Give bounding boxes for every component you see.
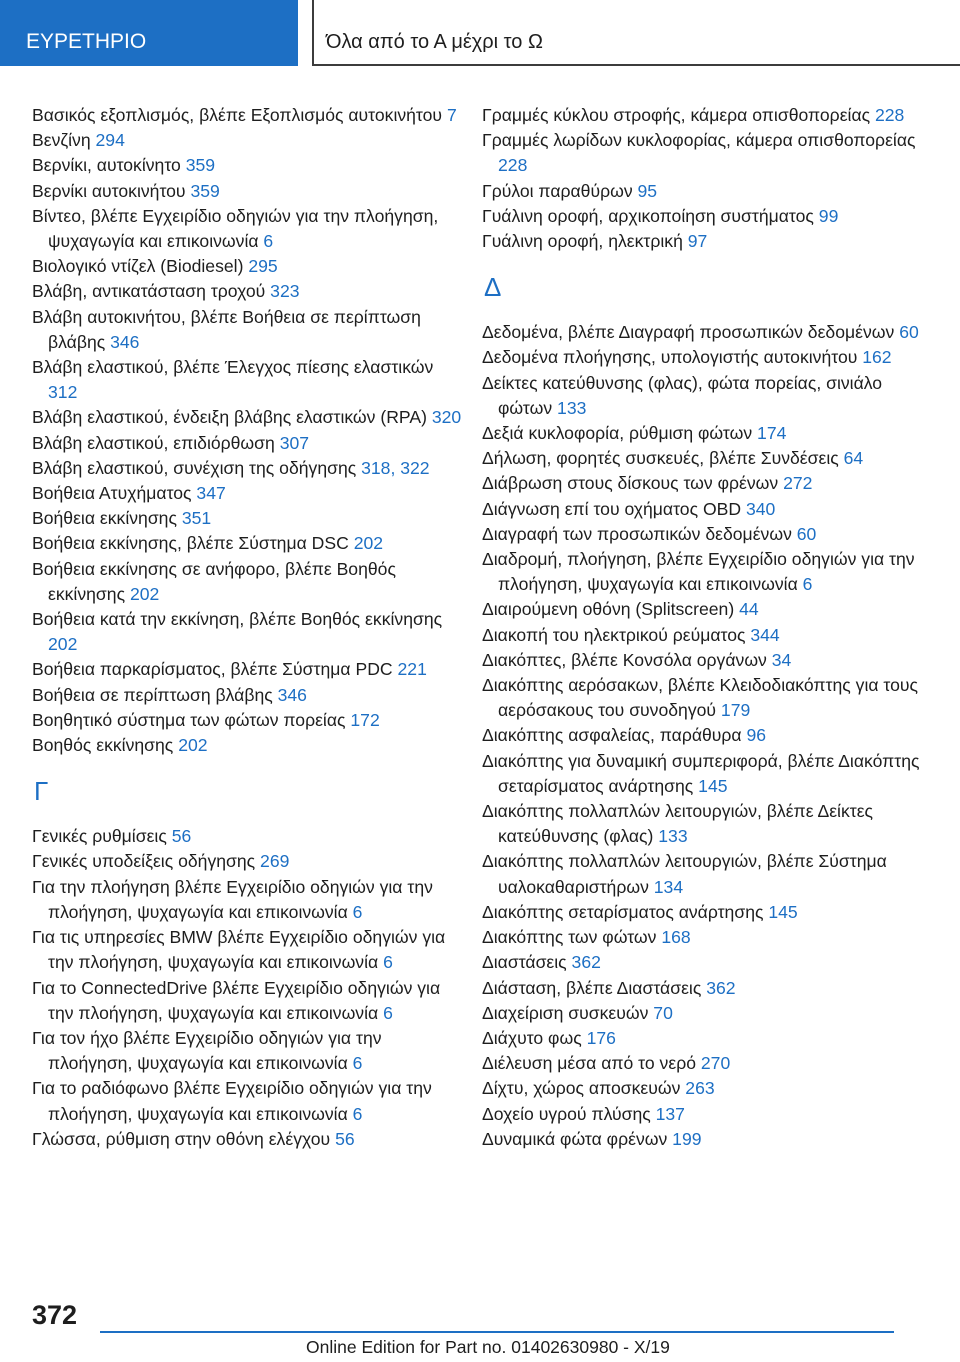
index-page-link[interactable]: 228	[874, 105, 905, 125]
index-entry-text: Διακόπτης πολλαπλών λειτουργιών, βλέπε Δείκτες κατεύθυνσης (φλας)	[482, 801, 874, 847]
index-entry	[32, 1076, 462, 1126]
index-entry-text: Γυάλινη οροφή, αρχικοποίηση συστήματος	[482, 205, 819, 226]
index-entry	[482, 799, 922, 849]
index-entry-text: Βοήθεια σε περίπτωση βλάβης	[32, 684, 278, 705]
index-entry	[482, 1127, 922, 1152]
index-entry	[32, 708, 462, 733]
index-page-link[interactable]: 56	[335, 1128, 355, 1149]
index-page-link[interactable]: 362	[706, 977, 736, 998]
index-entry	[482, 128, 922, 178]
index-page-link[interactable]: 97	[687, 231, 708, 252]
index-entry-text: Διέλευση μέσα από το νερό	[482, 1053, 701, 1074]
index-page-link[interactable]: 133	[557, 397, 587, 418]
index-page-link[interactable]: 307	[279, 432, 310, 453]
index-entry	[482, 371, 922, 421]
index-entry-text: Βλάβη ελαστικού, συνέχιση της οδήγησης	[32, 457, 362, 478]
index-entry	[482, 597, 922, 622]
index-entry-text: Βίντεο, βλέπε Εγχειρίδιο οδηγιών για την πλοήγηση, ψυχαγωγία και επικοινωνία	[32, 205, 439, 252]
index-page-link[interactable]: 6	[352, 901, 363, 922]
index-entry-text: Βλάβη, αντικατάσταση τροχού	[32, 281, 271, 302]
index-entry-text: Δεδομένα, βλέπε Διαγραφή προσωπικών δεδομένων	[482, 322, 900, 343]
index-entry	[482, 471, 922, 496]
section-title: Όλα από το Α μέχρι το Ω	[312, 0, 960, 66]
index-entry	[482, 623, 922, 648]
index-entry	[32, 305, 462, 355]
index-entry	[32, 456, 462, 481]
index-entry-text: Βοήθεια εκκίνησης	[32, 508, 182, 529]
index-entry-text: Διακοπή του ηλεκτρικού ρεύματος	[482, 624, 751, 645]
index-entry	[32, 849, 462, 874]
index-entry-text: Για τον ήχο βλέπε Εγχειρίδιο οδηγιών για την πλοήγηση, ψυχαγωγία και επικοινωνία	[32, 1027, 382, 1074]
index-page-link[interactable]: 272	[783, 473, 813, 494]
index-entry-text: Βερνίκι αυτοκινήτου	[32, 180, 191, 201]
index-page-link[interactable]: 346	[277, 684, 307, 705]
index-entry	[482, 179, 922, 204]
index-entry-text: Βλάβη ελαστικού, ένδειξη βλάβης ελαστικών (RPA)	[32, 407, 432, 428]
index-entry-text: Βασικός εξοπλισμός, βλέπε Εξοπλισμός αυτοκινήτου	[32, 105, 447, 125]
index-page-link[interactable]: 295	[248, 256, 278, 277]
index-page-link[interactable]: 221	[397, 659, 427, 680]
index-entry	[32, 506, 462, 531]
index-page-link[interactable]: 359	[190, 180, 220, 201]
index-entry-text: Βοηθός εκκίνησης	[32, 735, 179, 756]
index-page-link[interactable]: 269	[260, 851, 290, 872]
index-page-link[interactable]: 60	[796, 523, 817, 544]
index-page-link[interactable]: 202	[48, 634, 78, 655]
index-entry-text: Για την πλοήγηση βλέπε Εγχειρίδιο οδηγιών για την πλοήγηση, ψυχαγωγία και επικοινωνία	[32, 876, 433, 922]
index-entry-text: Για το ConnectedDrive βλέπε Εγχειρίδιο οδηγιών για την πλοήγηση, ψυχαγωγία και επικοινωνία	[32, 977, 441, 1023]
index-entry	[32, 733, 462, 758]
index-entry	[482, 446, 922, 471]
index-entry	[32, 179, 462, 204]
index-entry	[32, 607, 462, 657]
index-page-link[interactable]: 99	[818, 205, 839, 226]
index-entry	[482, 648, 922, 673]
index-entry-text: Διακόπτης αερόσακων, βλέπε Κλειδοδιακόπτης για τους αερόσακους του συνοδηγού	[482, 675, 918, 721]
index-page-link[interactable]: 6	[383, 1002, 393, 1023]
index-page-link[interactable]: 6	[352, 1053, 363, 1074]
index-entry	[482, 345, 922, 370]
index-entry	[32, 481, 462, 506]
index-page-link[interactable]: 137	[655, 1103, 685, 1124]
index-page-link[interactable]: 320	[431, 407, 462, 428]
index-entry-text: Γενικές ρυθμίσεις	[32, 826, 172, 847]
index-entry-text: Δοχείο υγρού πλύσης	[482, 1103, 656, 1124]
index-entry	[32, 204, 462, 254]
index-entry	[482, 900, 922, 925]
index-entry-text: Γραμμές κύκλου στροφής, κάμερα οπισθοπορείας	[482, 105, 875, 125]
index-entry-text: Βερνίκι, αυτοκίνητο	[32, 155, 186, 176]
index-entry-text: Διακόπτης πολλαπλών λειτουργιών, βλέπε Σύστημα υαλοκαθαριστήρων	[482, 851, 887, 897]
index-entry	[32, 1127, 462, 1152]
index-entry	[32, 875, 462, 925]
index-entry-text: Βλάβη αυτοκινήτου, βλέπε Βοήθεια σε περίπτωση βλάβης	[32, 306, 421, 352]
index-entry-text: Βοήθεια κατά την εκκίνηση, βλέπε Βοηθός εκκίνησης	[32, 609, 443, 630]
index-entry	[482, 950, 922, 975]
index-page-link[interactable]: 60	[899, 322, 919, 343]
footer-divider	[100, 1331, 894, 1333]
index-entry-text: Βοήθεια Ατυχήματος	[32, 483, 197, 504]
index-entry	[482, 1076, 922, 1101]
index-page-link[interactable]: 145	[698, 775, 728, 796]
index-page-link[interactable]: 176	[586, 1027, 616, 1048]
index-page-link[interactable]: 134	[653, 876, 684, 897]
index-entry	[482, 320, 922, 345]
index-page-link[interactable]: 6	[352, 1103, 363, 1124]
index-entry-text: Διάγνωση επί του οχήματος OBD	[482, 498, 746, 519]
index-page-link[interactable]: 6	[383, 952, 393, 973]
index-entry-text: Διακόπτης σεταρίσματος ανάρτησης	[482, 901, 769, 922]
index-letter-heading: Γ	[34, 776, 49, 807]
index-page-link[interactable]: 362	[571, 952, 601, 973]
index-entry	[32, 431, 462, 456]
index-page-link[interactable]: 70	[653, 1002, 673, 1023]
index-page-link[interactable]: 312	[48, 382, 78, 403]
index-entry-text: Γρύλοι παραθύρων	[482, 180, 638, 201]
index-entry	[482, 547, 922, 597]
index-entry	[482, 849, 922, 899]
index-entry-text: Διάβρωση στους δίσκους των φρένων	[482, 473, 784, 494]
index-entry-text: Βλάβη ελαστικού, βλέπε Έλεγχος πίεσης ελαστικών	[32, 357, 434, 378]
index-entry	[32, 557, 462, 607]
index-page-link[interactable]: 347	[196, 483, 226, 504]
index-page-link[interactable]: 202	[353, 533, 384, 554]
page-header	[0, 0, 960, 66]
index-page-link[interactable]: 346	[110, 331, 140, 352]
index-entry-text: Διάχυτο φως	[482, 1027, 587, 1048]
index-column-right	[482, 103, 922, 1152]
index-entry	[482, 749, 922, 799]
index-page-link[interactable]: 174	[757, 423, 787, 444]
index-entry	[32, 683, 462, 708]
index-entry	[482, 976, 922, 1001]
index-entry-text: Για τις υπηρεσίες BMW βλέπε Εγχειρίδιο οδηγιών για την πλοήγηση, ψυχαγωγία και επικοινωνία	[32, 927, 446, 973]
index-page-link[interactable]: 359	[185, 155, 216, 176]
index-entry-text: Βοήθεια εκκίνησης, βλέπε Σύστημα DSC	[32, 533, 354, 554]
index-column-left	[32, 103, 462, 1152]
index-entry-text: Διακόπτης ασφαλείας, παράθυρα	[482, 725, 747, 746]
index-entry	[482, 229, 922, 254]
index-entry	[482, 204, 922, 229]
index-page-link[interactable]: 145	[768, 901, 798, 922]
index-page-link[interactable]: 6	[802, 574, 813, 595]
index-entry-text: Δεδομένα πλοήγησης, υπολογιστής αυτοκινήτου	[482, 347, 863, 368]
index-page-link[interactable]: 64	[843, 448, 864, 469]
index-entry-text: Διαδρομή, πλοήγηση, βλέπε Εγχειρίδιο οδηγιών για την πλοήγηση, ψυχαγωγία και επικοινωνία	[482, 549, 915, 595]
index-entry	[32, 103, 462, 128]
index-entry	[32, 824, 462, 849]
index-entry	[482, 1026, 922, 1051]
index-page-link[interactable]: 179	[720, 700, 751, 721]
index-page-link[interactable]: 228	[498, 155, 528, 176]
index-entry	[482, 497, 922, 522]
index-entry	[482, 522, 922, 547]
index-page-link[interactable]: 44	[739, 599, 759, 620]
index-tab[interactable]: ΕΥΡΕΤΗΡΙΟ	[0, 0, 298, 66]
index-entry	[482, 723, 922, 748]
index-entry	[32, 976, 462, 1026]
index-page-link[interactable]: 162	[862, 347, 892, 368]
index-entry-text: Βοήθεια παρκαρίσματος, βλέπε Σύστημα PDC	[32, 659, 398, 680]
index-entry	[482, 421, 922, 446]
index-entry-text: Βενζίνη	[32, 130, 96, 151]
index-entry	[32, 531, 462, 556]
index-page-link[interactable]: 199	[672, 1128, 702, 1149]
index-entry	[32, 405, 462, 430]
index-page-link[interactable]: 56	[171, 826, 192, 847]
index-entry-text: Διάσταση, βλέπε Διαστάσεις	[482, 977, 707, 998]
index-entry	[32, 153, 462, 178]
index-page-link[interactable]: 294	[95, 130, 125, 151]
index-entry-text: Δίχτυ, χώρος αποσκευών	[482, 1078, 686, 1099]
index-entry-text: Διακόπτης των φώτων	[482, 927, 662, 948]
index-page-link[interactable]: 202	[178, 735, 208, 756]
index-entry-text: Διαιρούμενη οθόνη (Splitscreen)	[482, 599, 740, 620]
index-page-link[interactable]: 6	[263, 231, 274, 252]
index-entry-text: Διαχείριση συσκευών	[482, 1002, 654, 1023]
index-entry-text: Δείκτες κατεύθυνσης (φλας), φώτα πορείας, σινιάλο φώτων	[482, 372, 883, 418]
index-entry-text: Γραμμές λωρίδων κυκλοφορίας, κάμερα οπισθοπορείας	[482, 130, 916, 151]
index-page-link[interactable]: 168	[661, 927, 691, 948]
index-entry-text: Βοηθητικό σύστημα των φώτων πορείας	[32, 709, 351, 730]
edition-text: Online Edition for Part no. 01402630980 - X/19	[306, 1337, 670, 1357]
index-entry-text: Διακόπτες, βλέπε Κονσόλα οργάνων	[482, 649, 772, 670]
index-page-link[interactable]: 95	[637, 180, 658, 201]
index-page-link[interactable]: 96	[746, 725, 767, 746]
index-entry	[482, 1001, 922, 1026]
index-entry-text: Γενικές υποδείξεις οδήγησης	[32, 851, 261, 872]
index-entry	[482, 1102, 922, 1127]
index-entry	[482, 925, 922, 950]
index-page-link[interactable]: 351	[181, 508, 212, 529]
index-page-link[interactable]: 133	[658, 826, 688, 847]
index-entry-text: Βοήθεια εκκίνησης σε ανήφορο, βλέπε Βοηθός εκκίνησης	[32, 558, 396, 604]
index-entry	[32, 925, 462, 975]
index-letter-heading: Δ	[484, 272, 502, 303]
index-entry	[482, 1051, 922, 1076]
index-entry-text: Διαγραφή των προσωπικών δεδομένων	[482, 523, 797, 544]
index-page-link[interactable]: 34	[771, 649, 792, 670]
index-entry	[482, 673, 922, 723]
index-entry-text: Γλώσσα, ρύθμιση στην οθόνη ελέγχου	[32, 1128, 336, 1149]
index-entry-text: Διακόπτης για δυναμική συμπεριφορά, βλέπε Διακόπτης σεταρίσματος ανάρτησης	[482, 750, 920, 796]
index-entry-text: Βιολογικό ντίζελ (Biodiesel)	[32, 256, 249, 277]
index-page-link[interactable]: 270	[700, 1053, 731, 1074]
index-page-link[interactable]: 172	[350, 709, 380, 730]
index-page-link[interactable]: 318, 322	[361, 457, 430, 478]
index-page-link[interactable]: 323	[270, 281, 300, 302]
index-page-link[interactable]: 344	[750, 624, 780, 645]
index-entry-text: Δυναμικά φώτα φρένων	[482, 1128, 673, 1149]
index-entry-text: Δήλωση, φορητές συσκευές, βλέπε Συνδέσεις	[482, 448, 844, 469]
index-entry-text: Γυάλινη οροφή, ηλεκτρική	[482, 231, 688, 252]
index-entry	[32, 254, 462, 279]
index-entry	[32, 657, 462, 682]
index-entry	[482, 103, 922, 128]
index-entry	[32, 279, 462, 304]
index-page-link[interactable]: 340	[745, 498, 776, 519]
index-entry	[32, 355, 462, 405]
index-page-link[interactable]: 263	[685, 1078, 715, 1099]
index-entry-text: Βλάβη ελαστικού, επιδιόρθωση	[32, 432, 280, 453]
index-entry	[32, 128, 462, 153]
index-page-link[interactable]: 7	[446, 105, 457, 125]
page-number: 372	[32, 1300, 78, 1330]
index-entry-text: Δεξιά κυκλοφορία, ρύθμιση φώτων	[482, 423, 758, 444]
index-entry-text: Διαστάσεις	[482, 952, 572, 973]
index-entry	[32, 1026, 462, 1076]
index-entry-text: Για το ραδιόφωνο βλέπε Εγχειρίδιο οδηγιών για την πλοήγηση, ψυχαγωγία και επικοινωνία	[32, 1078, 432, 1124]
index-page-link[interactable]: 202	[129, 583, 160, 604]
